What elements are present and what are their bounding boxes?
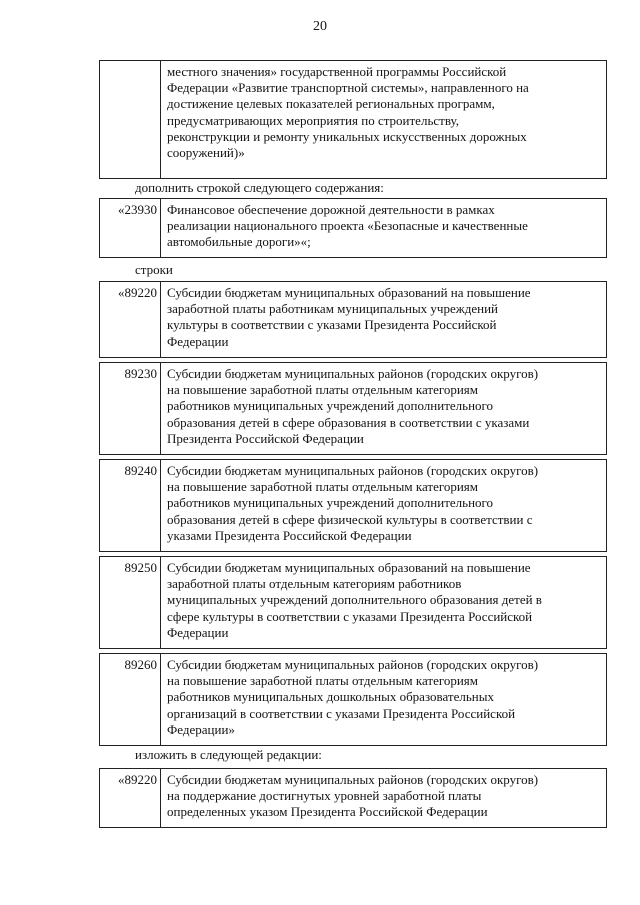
description-line: работников муниципальных учреждений дополнительного bbox=[167, 398, 494, 414]
description-line: культуры в соответствии с указами Президента Российской bbox=[167, 317, 497, 333]
row-description-cell bbox=[161, 769, 606, 827]
row-description-cell bbox=[161, 61, 606, 178]
description-line: Субсидии бюджетам муниципальных районов (городских округов) bbox=[167, 463, 539, 478]
row-code-cell: 89260 bbox=[100, 654, 161, 745]
description-line: местного значения» государственной программы Российской bbox=[167, 64, 507, 79]
description-line: Федерации «Развитие транспортной системы», направленного на bbox=[167, 80, 529, 96]
row-code-cell: 89240 bbox=[100, 460, 161, 551]
row-code-cell bbox=[100, 61, 161, 178]
row-description-cell bbox=[161, 199, 606, 257]
table-row bbox=[99, 459, 607, 552]
description-line: образования детей в сфере образования в соответствии с указами bbox=[167, 414, 530, 430]
description-line: Президента Российской Федерации bbox=[167, 430, 364, 446]
description-line: Финансовое обеспечение дорожной деятельности в рамках bbox=[167, 202, 495, 217]
description-line: образования детей в сфере физической культуры в соответствии с bbox=[167, 511, 533, 527]
table-row bbox=[99, 556, 607, 649]
row-code-cell: «89220 bbox=[100, 282, 161, 357]
description-line: на поддержание достигнутых уровней заработной платы bbox=[167, 788, 482, 804]
row-description-cell bbox=[161, 557, 606, 648]
description-line: Федерации bbox=[167, 333, 229, 349]
description-line: автомобильные дороги»«; bbox=[167, 234, 311, 250]
description-line: Федерации bbox=[167, 624, 229, 640]
description-line: Субсидии бюджетам муниципальных районов (городских округов) bbox=[167, 657, 539, 672]
table-row bbox=[99, 362, 607, 455]
row-description-cell bbox=[161, 363, 606, 454]
description-line: работников муниципальных дошкольных образовательных bbox=[167, 689, 494, 705]
table-row bbox=[99, 281, 607, 358]
description-line: Субсидии бюджетам муниципальных районов (городских округов) bbox=[167, 772, 539, 787]
row-code-cell: 89250 bbox=[100, 557, 161, 648]
description-line: на повышение заработной платы отдельным категориям bbox=[167, 479, 479, 495]
description-line: на повышение заработной платы отдельным категориям bbox=[167, 382, 479, 398]
amendment-instruction-rows: строки bbox=[135, 262, 173, 277]
replacement-table-row bbox=[99, 768, 607, 828]
description-line: сооружений)» bbox=[167, 145, 245, 161]
row-description-cell bbox=[161, 654, 606, 745]
continuation-table-row bbox=[99, 60, 607, 179]
row-code-cell: 89230 bbox=[100, 363, 161, 454]
row-code-cell: «23930 bbox=[100, 199, 161, 257]
amendment-instruction-add: дополнить строкой следующего содержания: bbox=[135, 180, 384, 195]
description-line: работников муниципальных учреждений дополнительного bbox=[167, 495, 494, 511]
description-line: достижение целевых показателей региональных программ, bbox=[167, 96, 495, 112]
table-row bbox=[99, 653, 607, 746]
description-line: Субсидии бюджетам муниципальных районов (городских округов) bbox=[167, 366, 539, 381]
description-line: Субсидии бюджетам муниципальных образований на повышение bbox=[167, 560, 531, 575]
description-line: предусматривающих мероприятия по строительству, bbox=[167, 112, 459, 128]
description-line: сфере культуры в соответствии с указами Президента Российской bbox=[167, 608, 533, 624]
description-line: Федерации» bbox=[167, 721, 235, 737]
description-line: на повышение заработной платы отдельным категориям bbox=[167, 673, 479, 689]
description-line: организаций в соответствии с указами Президента Российской bbox=[167, 705, 516, 721]
row-code-cell: «89220 bbox=[100, 769, 161, 827]
description-line: реконструкции и ремонту уникальных искусственных дорожных bbox=[167, 128, 527, 144]
description-line: указами Президента Российской Федерации bbox=[167, 527, 412, 543]
description-line: Субсидии бюджетам муниципальных образований на повышение bbox=[167, 285, 531, 300]
description-line: заработной платы отдельным категориям работников bbox=[167, 576, 462, 592]
row-description-cell bbox=[161, 460, 606, 551]
description-line: реализации национального проекта «Безопасные и качественные bbox=[167, 218, 528, 234]
amendment-instruction-replace: изложить в следующей редакции: bbox=[135, 747, 322, 762]
added-table-row bbox=[99, 198, 607, 258]
page-number: 20 bbox=[313, 19, 327, 34]
description-line: муниципальных учреждений дополнительного образования детей в bbox=[167, 592, 542, 608]
description-line: заработной платы работникам муниципальных учреждений bbox=[167, 301, 498, 317]
row-description-cell bbox=[161, 282, 606, 357]
description-line: определенных указом Президента Российской Федерации bbox=[167, 804, 488, 820]
